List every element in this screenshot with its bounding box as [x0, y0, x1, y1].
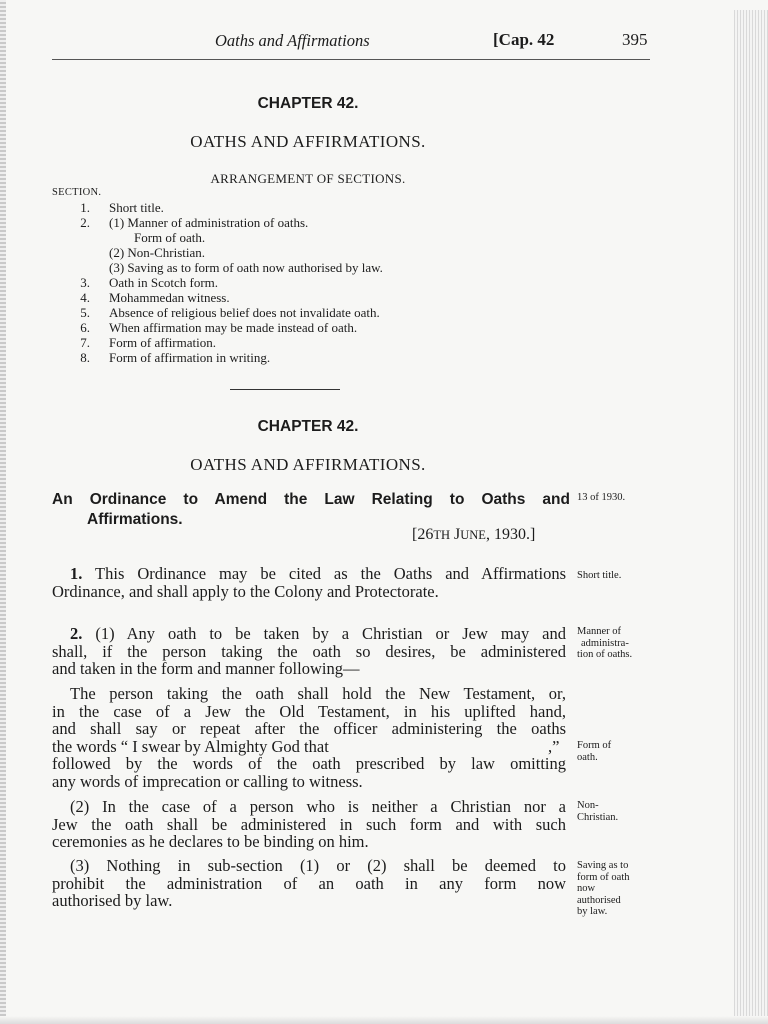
margin-note-line: tion of oaths. — [577, 649, 633, 660]
section-2-2 — [52, 798, 566, 851]
section-divider — [230, 389, 340, 390]
long-title-line: An Ordinance to Amend the Law Relating to Oaths and — [52, 491, 570, 508]
section-2-1-line-3: and taken in the form and manner following— — [52, 659, 360, 678]
chapter-heading: CHAPTER 42. — [257, 95, 359, 112]
toc-item-text: Mohammedan witness. — [109, 290, 230, 305]
toc-list — [52, 200, 572, 365]
margin-note-line: form of oath — [577, 871, 630, 883]
toc-item-text: (2) Non-Christian. — [109, 245, 206, 260]
toc-item-text: (3) Saving as to form of oath now authorised by law. — [109, 260, 383, 275]
section-2-1-line-2: shall, if the person taking the oath so desires, be administered — [52, 641, 566, 661]
section-2-3-line-2: prohibit the administration of an oath in any form now — [52, 873, 566, 893]
toc-item — [52, 230, 572, 245]
margin-note-line: by law. — [577, 906, 608, 917]
enactment-date — [412, 526, 535, 544]
margin-note-line: Form of — [577, 740, 612, 751]
margin-note-manner — [577, 626, 667, 661]
toc-item-text: Absence of religious belief does not invalidate oath. — [109, 305, 380, 320]
margin-note-saving — [577, 860, 667, 918]
toc-item — [52, 335, 572, 350]
oath-form-line-6: any words of imprecation or calling to witness. — [52, 771, 363, 791]
margin-note-line: administra- — [581, 637, 629, 649]
toc-item-number: 7. — [80, 335, 90, 350]
toc-item — [52, 320, 572, 335]
oath-form-line-2: in the case of a Jew the Old Testament, in his uplifted hand, — [52, 701, 566, 721]
date-year: , 1930.] — [485, 526, 536, 543]
page-number: 395 — [622, 30, 648, 49]
margin-note-line: Christian. — [577, 811, 619, 823]
margin-note-form-of-oath — [577, 740, 667, 763]
section-2-3 — [52, 857, 566, 910]
margin-note-line: Saving as to — [577, 860, 629, 871]
running-header-cap: [Cap. 42 — [493, 30, 555, 49]
oath-words: the words “ I swear by Almighty God that — [52, 736, 329, 756]
section-1-line-1 — [52, 565, 566, 583]
section-1-line-2: Ordinance, and shall apply to the Colony and Protectorate. — [52, 581, 439, 601]
toc-item — [52, 305, 572, 320]
oath-form-line-5: followed by the words of the oath prescribed by law omitting — [52, 754, 566, 773]
section-label: SECTION. — [52, 187, 102, 198]
oath-form-paragraph — [52, 685, 566, 790]
toc-item — [52, 260, 572, 275]
toc-item — [52, 200, 572, 215]
margin-note-short-title: Short title. — [577, 570, 622, 581]
margin-note-line: now — [577, 883, 596, 894]
margin-note-line: Manner of — [577, 626, 622, 637]
section-2-1 — [52, 625, 566, 678]
section-2-2-line-3: ceremonies as he declares to be binding on him. — [52, 832, 369, 851]
toc-item — [52, 350, 572, 365]
date-month-initial: J — [450, 526, 461, 543]
section-2-1-text: (1) Any oath to be taken by a Christian or Jew may and — [95, 624, 566, 643]
toc-item-text: Short title. — [109, 200, 164, 215]
toc-item-text: (1) Manner of administration of oaths. — [109, 215, 309, 230]
toc-item-text: When affirmation may be made instead of oath. — [109, 320, 358, 335]
section-1-text: This Ordinance may be cited as the Oaths and Affirmations — [95, 564, 567, 583]
chapter-subject: OATHS AND AFFIRMATIONS. — [190, 132, 426, 151]
arrangement-heading: ARRANGEMENT OF SECTIONS. — [210, 171, 406, 186]
ordinance-long-title — [52, 490, 570, 530]
toc-item-text: Form of affirmation in writing. — [109, 350, 271, 365]
oath-words-close: ,” — [548, 736, 560, 756]
scan-edge-right — [734, 10, 768, 1024]
section-2-1-line-1 — [52, 625, 566, 643]
scan-edge-bottom — [0, 1016, 768, 1024]
date-month-rest: UNE — [460, 528, 486, 542]
toc-item — [52, 275, 572, 290]
margin-note-ordinance-number: 13 of 1930. — [577, 492, 626, 503]
section-1 — [52, 565, 566, 600]
oath-form-line-3: and shall say or repeat after the officer administering the oaths — [52, 719, 566, 738]
long-title-line: Affirmations. — [87, 511, 183, 528]
date-suffix: TH — [433, 528, 450, 542]
section-2-3-line-1: (3) Nothing in sub-section (1) or (2) shall be deemed to — [70, 856, 566, 875]
oath-form-line-1: The person taking the oath shall hold the New Testament, or, — [70, 684, 566, 703]
margin-note-line: Non- — [577, 800, 599, 811]
section-2-2-line-2: Jew the oath shall be administered in such form and with such — [52, 814, 566, 834]
section-2-2-line-1: (2) In the case of a person who is neither a Christian nor a — [70, 797, 566, 816]
toc-item-number: 1. — [80, 200, 90, 215]
toc-item-number: 5. — [80, 305, 90, 320]
toc-item-number: 4. — [80, 290, 90, 305]
margin-note-line: oath. — [577, 751, 598, 763]
scan-edge-left — [0, 0, 6, 1024]
section-1-number: 1. — [70, 564, 83, 583]
toc-item — [52, 245, 572, 260]
date-open: [26 — [412, 526, 434, 543]
chapter-subject-2: OATHS AND AFFIRMATIONS. — [190, 455, 426, 474]
toc-item-number: 3. — [80, 275, 90, 290]
margin-note-non-christian — [577, 800, 667, 823]
toc-item — [52, 290, 572, 305]
chapter-heading-2: CHAPTER 42. — [257, 418, 359, 435]
running-header-title: Oaths and Affirmations — [215, 31, 370, 50]
section-2-number: 2. — [70, 624, 83, 643]
toc-item-number: 6. — [80, 320, 90, 335]
section-2-3-line-3: authorised by law. — [52, 891, 173, 910]
toc-item — [52, 215, 572, 230]
toc-item-number: 8. — [80, 350, 90, 365]
toc-item-text: Form of oath. — [134, 230, 206, 245]
toc-item-text: Form of affirmation. — [109, 335, 216, 350]
header-rule — [52, 59, 650, 60]
margin-note-line: authorised — [577, 894, 621, 906]
toc-item-text: Oath in Scotch form. — [109, 275, 219, 290]
oath-form-line-4 — [52, 738, 566, 756]
toc-item-number: 2. — [80, 215, 90, 230]
